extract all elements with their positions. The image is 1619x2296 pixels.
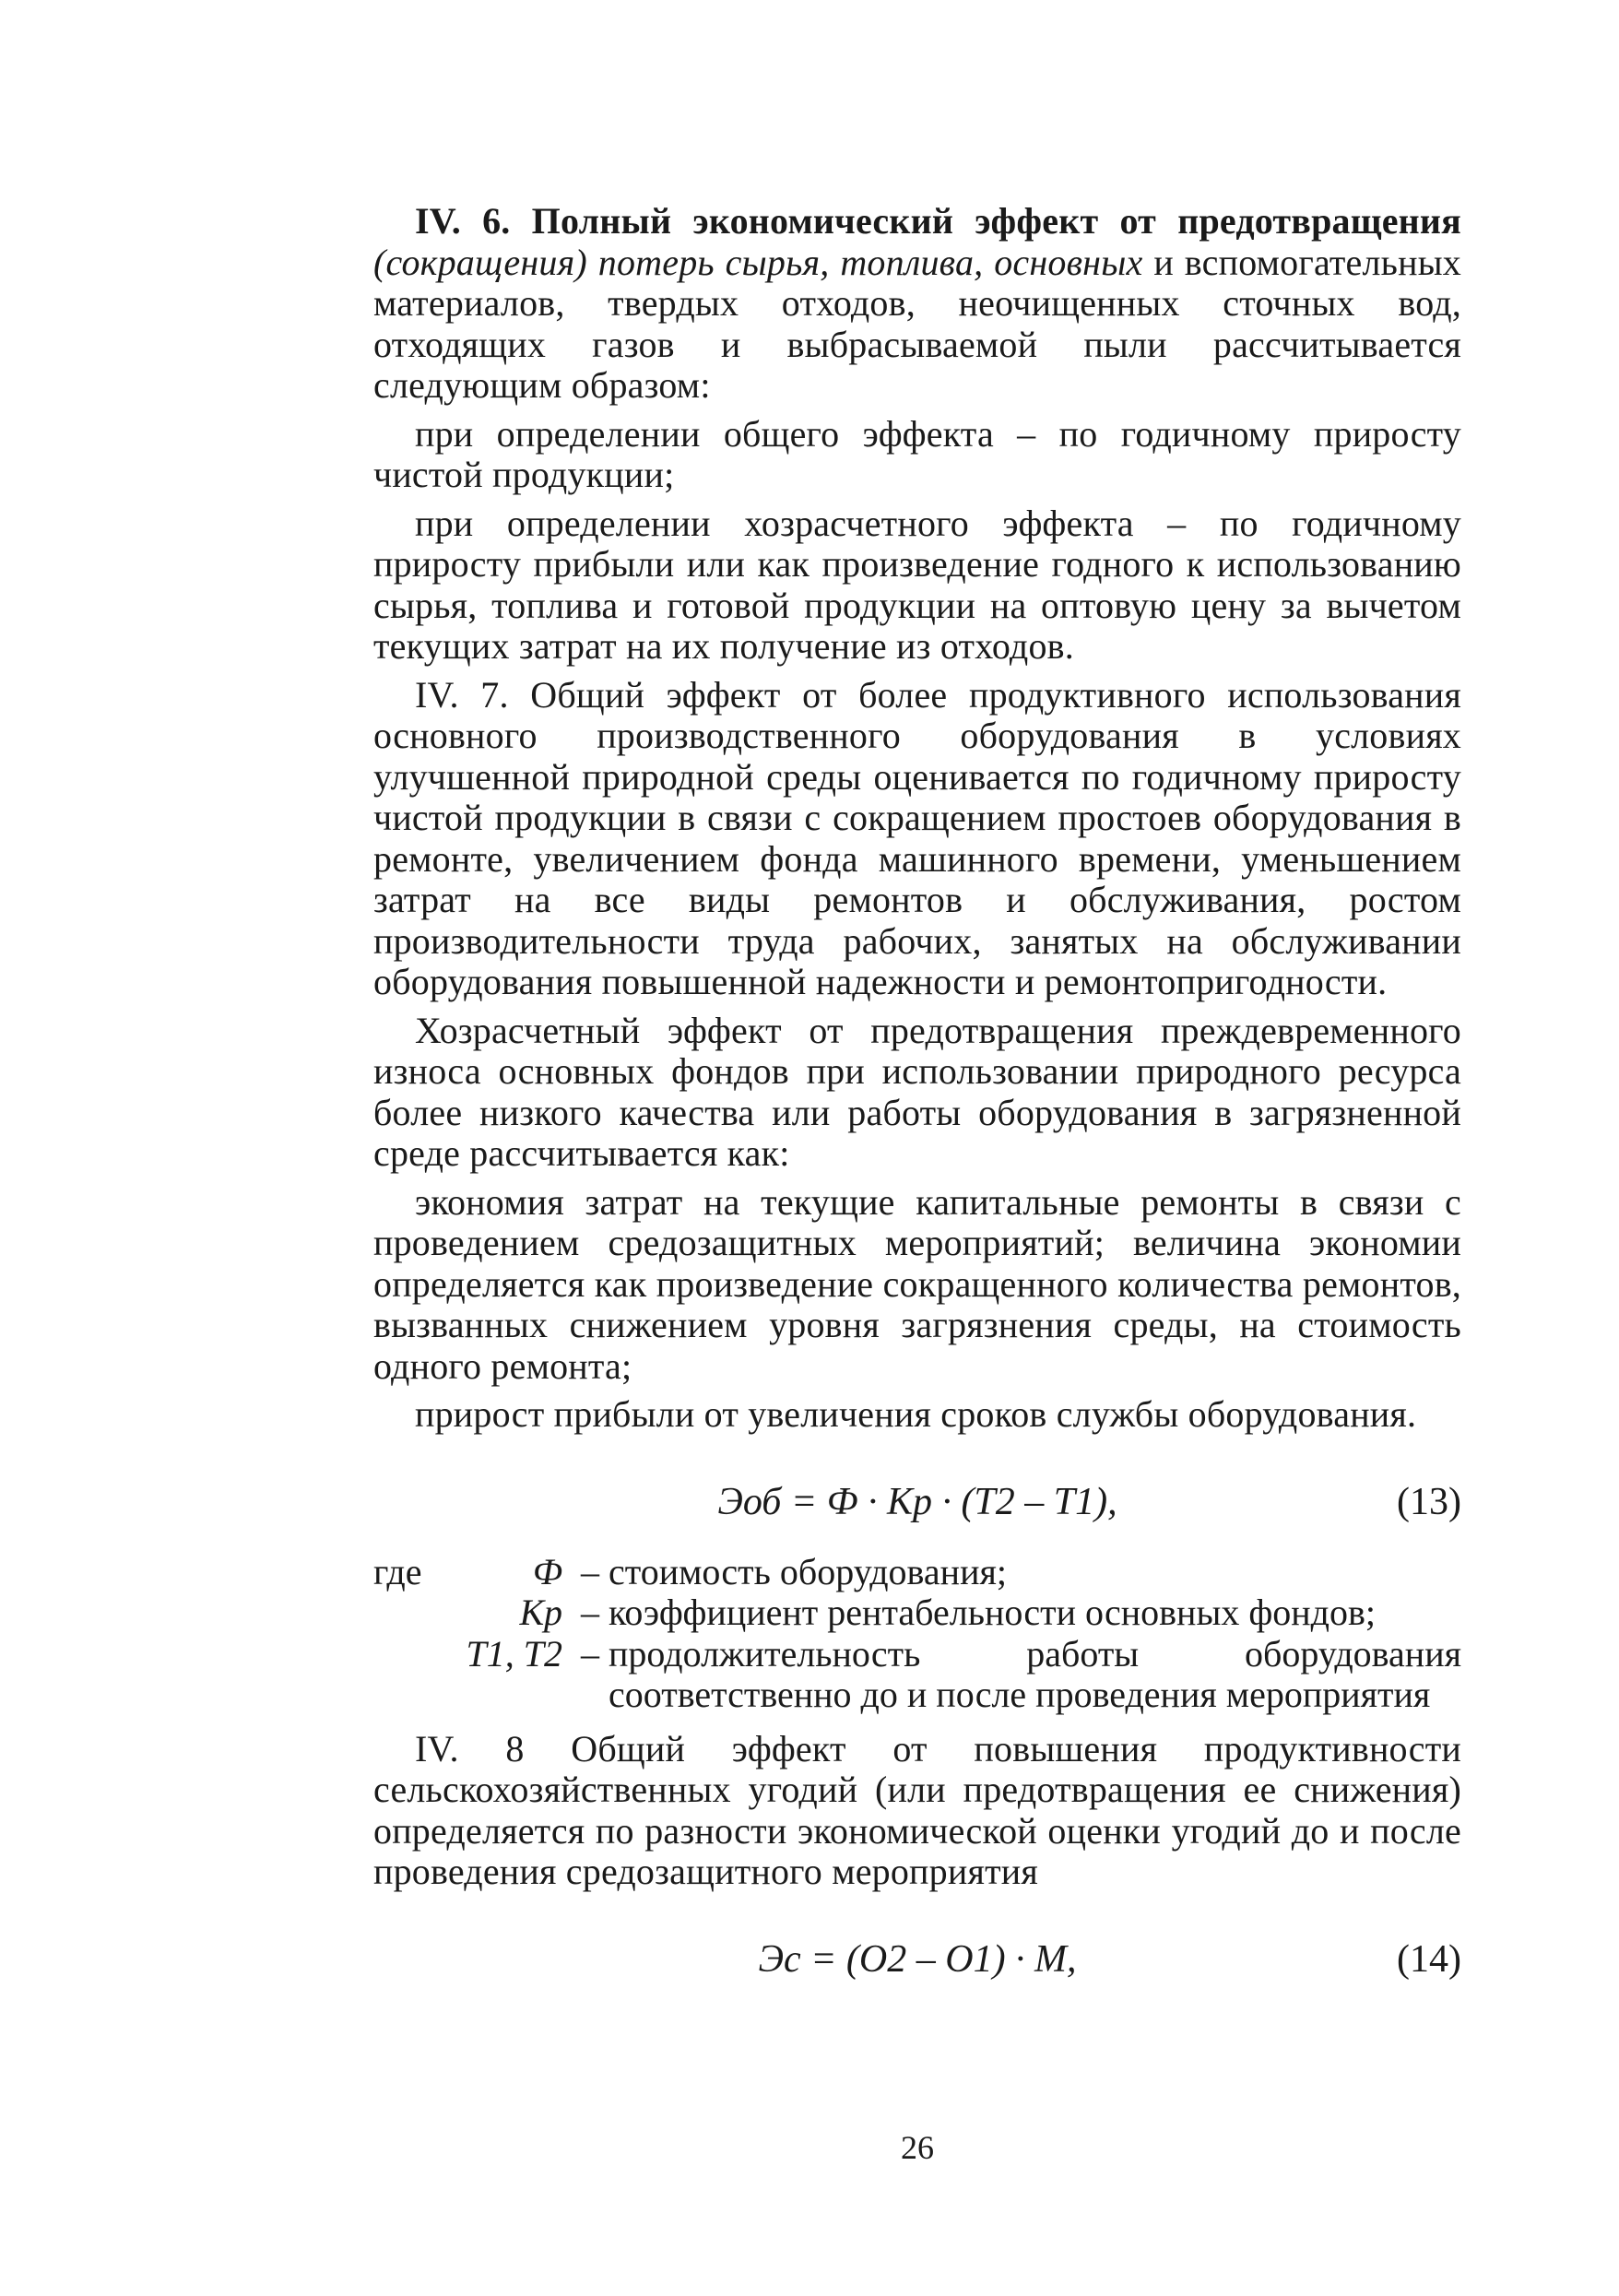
formula-13: Эоб = Ф · Кр · (Т2 – Т1), bbox=[717, 1480, 1117, 1523]
paragraph-iv6-rest: и вспомогательных материалов, твердых отходов, неочищенных сточных вод, отходящих газов и выбрасываемой пыли рассчитывается следующим образом: bbox=[373, 241, 1461, 406]
paragraph-iv8: IV. 8 Общий эффект от повышения продуктивности сельскохозяйственных угодий (или предотвращения ее снижения) определяется по разности экономической оценки угодий до и после проведения средозащитного мероприятия bbox=[373, 1727, 1461, 1892]
paragraph-iv7: IV. 7. Общий эффект от более продуктивного использования основного производственного оборудования в условиях улучшенной природной среды оценивается по годичному приросту чистой продукции в связи с сокращением простоев оборудования в ремонте, увеличением фонда машинного времени, уменьшением затрат на все виды ремонтов и обслуживания, ростом производительности труда рабочих, занятых на обслуживании оборудования повышенной надежности и ремонтопригодности. bbox=[373, 673, 1461, 1002]
formula-13-number: (13) bbox=[1397, 1480, 1461, 1523]
formula-14-row bbox=[373, 1921, 1461, 2004]
definition-row bbox=[373, 1592, 1461, 1634]
definition-symbol: Кр bbox=[519, 1592, 562, 1633]
definition-text: продолжительность работы оборудования соответственно до и после проведения мероприятия bbox=[609, 1632, 1461, 1715]
paragraph-general-effect: при определении общего эффекта – по годичному приросту чистой продукции; bbox=[373, 412, 1461, 495]
definition-row bbox=[373, 1634, 1461, 1716]
document-page bbox=[373, 201, 1461, 2230]
definition-dash: – bbox=[581, 1632, 599, 1675]
definitions-list bbox=[373, 1552, 1461, 1716]
definition-text: коэффициент рентабельности основных фондов; bbox=[609, 1592, 1376, 1633]
definition-row bbox=[373, 1552, 1461, 1593]
paragraph-iv6-lead: IV. 6. Полный экономический эффект от предотвращения bbox=[415, 200, 1461, 242]
paragraph-repair-savings: экономия затрат на текущие капитальные ремонты в связи с проведением средозащитных мероприятий; величина экономии определяется как произведение сокращенного количества ремонтов, вызванных снижением уровня загрязнения среды, на стоимость одного ремонта; bbox=[373, 1180, 1461, 1387]
paragraph-selfsupporting-wear: Хозрасчетный эффект от предотвращения преждевременного износа основных фондов при использовании природного ресурса более низкого качества или работы оборудования в загрязненной среде рассчитывается как: bbox=[373, 1009, 1461, 1174]
formula-13-row bbox=[373, 1463, 1461, 1546]
paragraph-profit-growth: прирост прибыли от увеличения сроков службы оборудования. bbox=[415, 1393, 1417, 1435]
formula-14-number: (14) bbox=[1397, 1937, 1461, 1981]
definition-dash: – bbox=[581, 1550, 599, 1592]
definition-text: стоимость оборудования; bbox=[609, 1550, 1007, 1592]
definition-dash: – bbox=[581, 1592, 599, 1633]
page-number: 26 bbox=[901, 2129, 934, 2166]
definition-symbol: Ф bbox=[532, 1550, 562, 1592]
paragraph-iv6-italic: (сокращения) потерь сырья, топлива, основных bbox=[373, 241, 1143, 283]
definitions-where-label: где bbox=[373, 1550, 422, 1592]
formula-14: Эс = (О2 – О1) · М, bbox=[758, 1937, 1077, 1981]
paragraph-iv6 bbox=[373, 201, 1461, 407]
paragraph-selfsupporting-effect: при определении хозрасчетного эффекта – по годичному приросту прибыли или как произведение годного к использованию сырья, топлива и готовой продукции на оптовую цену за вычетом текущих затрат на их получение из отходов. bbox=[373, 502, 1461, 667]
definition-symbol: Т1, Т2 bbox=[466, 1632, 562, 1675]
